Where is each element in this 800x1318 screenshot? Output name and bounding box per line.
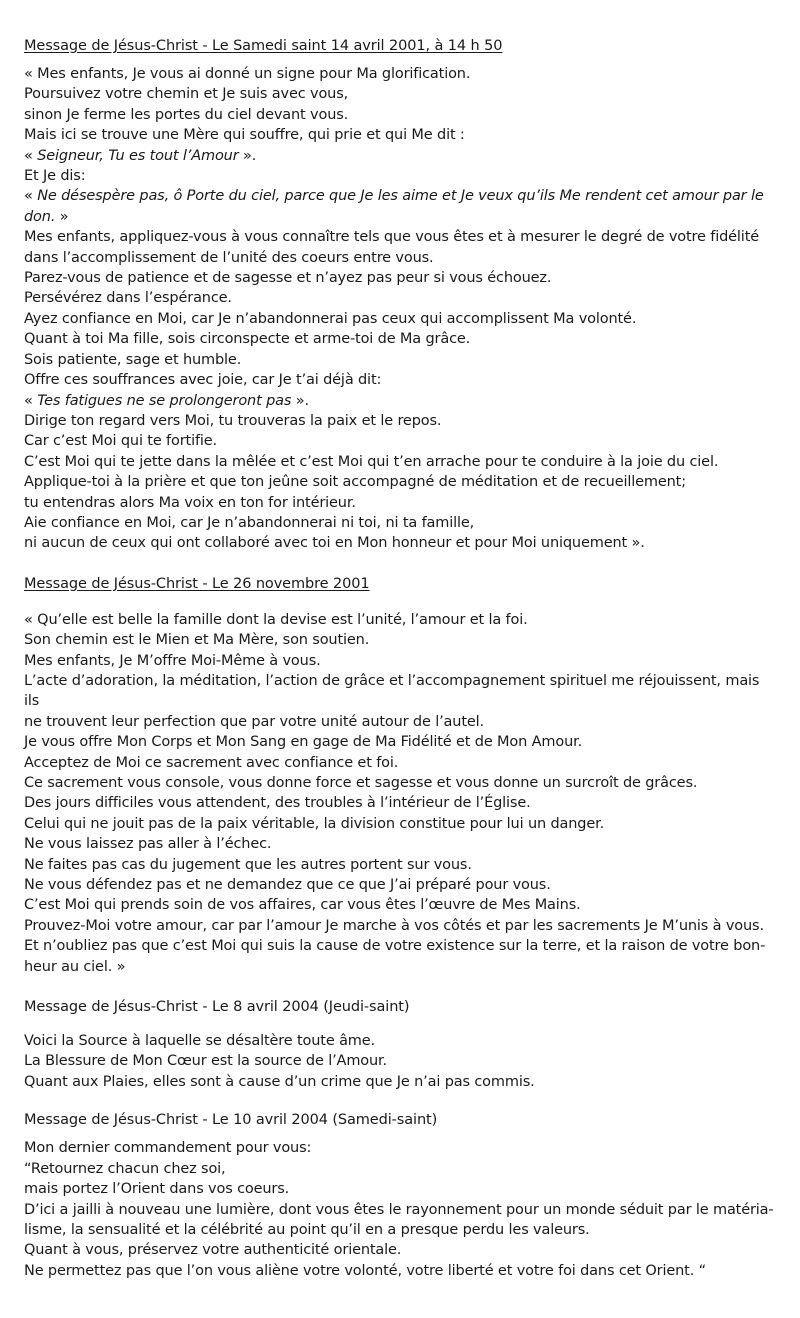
text-line: Et n’oubliez pas que c’est Moi qui suis la cause de votre existence sur la terre, et la raison de votre bon- — [24, 938, 766, 955]
message-body — [24, 64, 776, 554]
message-body — [24, 610, 776, 977]
text-line: Ne permettez pas que l’on vous aliène votre volonté, votre liberté et votre foi dans cet Orient. “ — [24, 1262, 706, 1279]
text-line: « Qu’elle est belle la famille dont la devise est l’unité, l’amour et la foi. — [24, 611, 528, 628]
message-section-2004-04-10 — [24, 1110, 776, 1281]
text-line: Voici la Source à laquelle se désaltère toute âme. — [24, 1033, 376, 1050]
message-body — [24, 1138, 776, 1281]
text-line: Ne vous laissez pas aller à l’échec. — [24, 836, 272, 853]
text-line: heur au ciel. » — [24, 958, 126, 975]
text-line: Prouvez-Moi votre amour, car par l’amour Je marche à vos côtés et par les sacrements Je M’unis à vous. — [24, 917, 764, 934]
text-line: Car c’est Moi qui te fortifie. — [24, 433, 218, 450]
text-line: Et Je dis: — [24, 168, 86, 185]
text-line: Celui qui ne jouit pas de la paix véritable, la division constitue pour lui un danger. — [24, 815, 605, 832]
text-line: Mon dernier commandement pour vous: — [24, 1140, 312, 1157]
message-section-2004-04-08 — [24, 997, 776, 1092]
section-heading: Message de Jésus-Christ - Le 10 avril 2004 (Samedi-saint) — [24, 1112, 438, 1129]
text-segment: « — [24, 188, 38, 205]
section-heading: Message de Jésus-Christ - Le 8 avril 2004 (Jeudi-saint) — [24, 999, 410, 1016]
text-line: Acceptez de Moi ce sacrement avec confiance et foi. — [24, 754, 399, 771]
text-line: Parez-vous de patience et de sagesse et n’ayez pas peur si vous échouez. — [24, 270, 552, 287]
text-line: Mes enfants, Je M’offre Moi-Même à vous. — [24, 652, 321, 669]
text-segment: « — [24, 147, 38, 164]
text-line: mais portez l’Orient dans vos coeurs. — [24, 1181, 290, 1198]
text-line: Aie confiance en Moi, car Je n’abandonnerai ni toi, ni ta famille, — [24, 514, 475, 531]
text-line: Sois patiente, sage et humble. — [24, 351, 242, 368]
italic-quote: Seigneur, Tu es tout l’Amour — [37, 147, 239, 164]
text-line — [24, 186, 776, 206]
text-line: lisme, la sensualité et la célébrité au point qu’il en a presque perdu les valeurs. — [24, 1221, 590, 1238]
text-line: Mes enfants, appliquez-vous à vous connaître tels que vous êtes et à mesurer le degré de votre fidélité — [24, 229, 759, 246]
text-segment: » — [55, 208, 69, 225]
text-line: Son chemin est le Mien et Ma Mère, son soutien. — [24, 632, 370, 649]
text-line: ne trouvent leur perfection que par votre unité autour de l’autel. — [24, 713, 484, 730]
text-line: “Retournez chacun chez soi, — [24, 1160, 226, 1177]
text-line: L’acte d’adoration, la méditation, l’action de grâce et l’accompagnement spirituel me réjouissent, mais ils — [24, 672, 760, 710]
text-line: Je vous offre Mon Corps et Mon Sang en gage de Ma Fidélité et de Mon Amour. — [24, 734, 583, 751]
text-segment: « — [24, 392, 38, 409]
text-line: Mais ici se trouve une Mère qui souffre, qui prie et qui Me dit : — [24, 127, 465, 144]
text-line: Poursuivez votre chemin et Je suis avec vous, — [24, 86, 349, 103]
italic-quote: Tes fatigues ne se prolongeront pas — [37, 392, 292, 409]
text-line: Applique-toi à la prière et que ton jeûne soit accompagné de méditation et de recueillement; — [24, 474, 686, 491]
section-heading: Message de Jésus-Christ - Le Samedi saint 14 avril 2001, à 14 h 50 — [24, 38, 503, 54]
text-line: C’est Moi qui te jette dans la mêlée et c’est Moi qui t’en arrache pour te conduire à la joie du ciel. — [24, 453, 719, 470]
text-line: sinon Je ferme les portes du ciel devant vous. — [24, 106, 349, 123]
message-section-2001-11-26 — [24, 574, 776, 977]
text-line: Ne faites pas cas du jugement que les autres portent sur vous. — [24, 856, 472, 873]
text-line: Dirige ton regard vers Moi, tu trouveras la paix et le repos. — [24, 412, 442, 429]
text-line: Ne vous défendez pas et ne demandez que ce que J’ai préparé pour vous. — [24, 877, 551, 894]
text-line: « Mes enfants, Je vous ai donné un signe pour Ma glorification. — [24, 66, 471, 82]
text-line: D’ici a jailli à nouveau une lumière, dont vous êtes le rayonnement pour un monde séduit par le matéria- — [24, 1201, 774, 1218]
text-line: Ayez confiance en Moi, car Je n’abandonnerai pas ceux qui accomplissent Ma volonté. — [24, 310, 637, 327]
message-section-2001-04-14 — [24, 36, 776, 554]
text-line — [24, 391, 776, 411]
text-line: C’est Moi qui prends soin de vos affaires, car vous êtes l’œuvre de Mes Mains. — [24, 897, 581, 914]
text-line: dans l’accomplissement de l’unité des coeurs entre vous. — [24, 249, 434, 266]
text-line: Offre ces souffrances avec joie, car Je t’ai déjà dit: — [24, 372, 382, 389]
text-line — [24, 207, 776, 227]
text-line: ni aucun de ceux qui ont collaboré avec toi en Mon honneur et pour Moi uniquement ». — [24, 535, 645, 552]
italic-quote: Ne désespère pas, ô Porte du ciel, parce que Je les aime et Je veux qu’ils Me rendent cet amour par le — [37, 188, 764, 205]
section-heading: Message de Jésus-Christ - Le 26 novembre 2001 — [24, 575, 370, 592]
text-segment: ». — [238, 147, 257, 164]
text-line: Quant à vous, préservez votre authenticité orientale. — [24, 1242, 402, 1259]
text-line: Quant à toi Ma fille, sois circonspecte et arme-toi de Ma grâce. — [24, 331, 471, 348]
message-body — [24, 1031, 776, 1092]
text-line — [24, 146, 776, 166]
text-line: Quant aux Plaies, elles sont à cause d’un crime que Je n’ai pas commis. — [24, 1073, 535, 1090]
text-line: Persévérez dans l’espérance. — [24, 290, 232, 307]
text-segment: ». — [291, 392, 309, 409]
text-line: Ce sacrement vous console, vous donne force et sagesse et vous donne un surcroît de grâces. — [24, 775, 698, 791]
italic-quote: don. — [24, 208, 56, 225]
text-line: tu entendras alors Ma voix en ton for intérieur. — [24, 494, 356, 511]
text-line: La Blessure de Mon Cœur est la source de l’Amour. — [24, 1053, 387, 1070]
text-line: Des jours difficiles vous attendent, des troubles à l’intérieur de l’Église. — [24, 795, 531, 812]
